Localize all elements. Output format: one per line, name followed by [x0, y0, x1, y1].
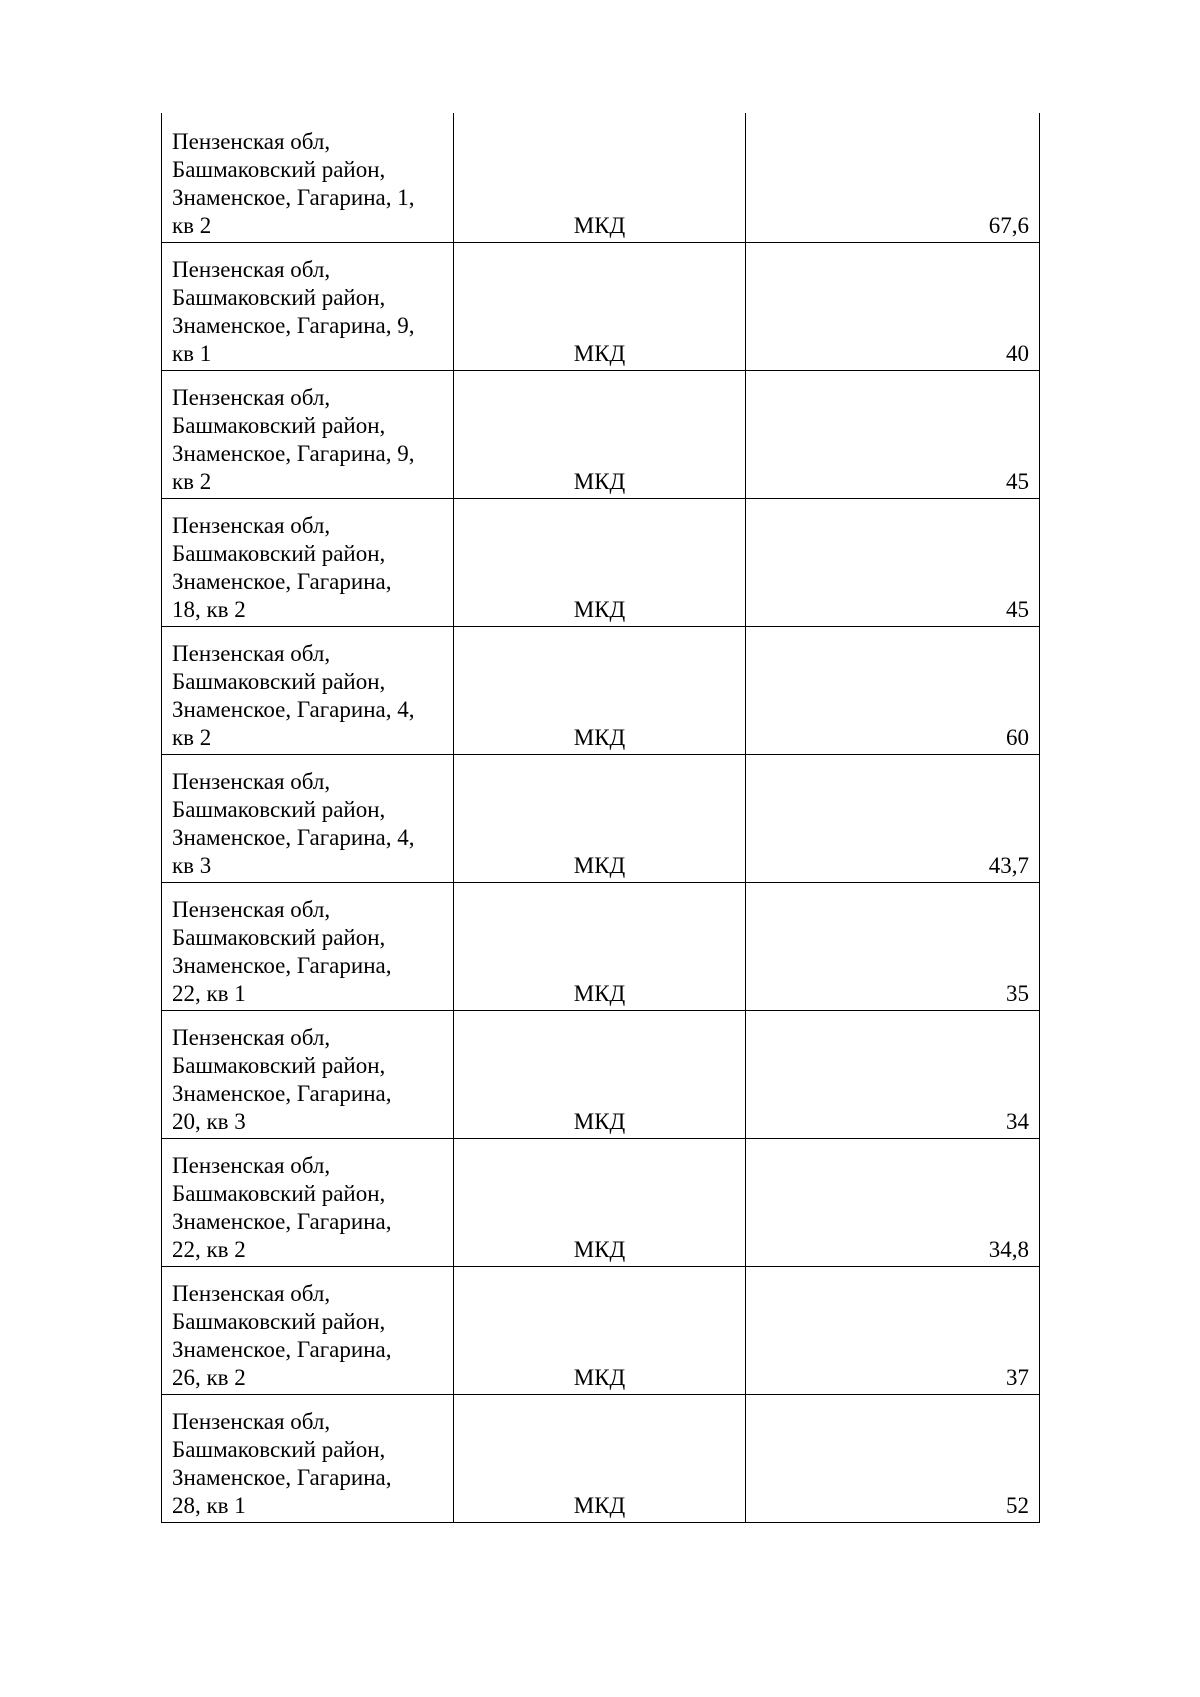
address-line: кв 3	[172, 852, 212, 878]
address-cell	[162, 498, 454, 626]
table-row	[162, 498, 1040, 626]
address-line: Башмаковский район,	[172, 1308, 386, 1334]
address-line: 28, кв 1	[172, 1492, 246, 1518]
area-cell: 43,7	[746, 754, 1040, 882]
address-cell	[162, 242, 454, 370]
address-line: кв 2	[172, 724, 212, 750]
address-line: Знаменское, Гагарина,	[172, 568, 392, 594]
property-table	[161, 113, 1040, 1523]
address-cell	[162, 1266, 454, 1394]
address-line: Знаменское, Гагарина, 4,	[172, 696, 415, 722]
address-cell	[162, 370, 454, 498]
address-line: Башмаковский район,	[172, 1052, 386, 1078]
table-row	[162, 1138, 1040, 1266]
address-line: Знаменское, Гагарина, 9,	[172, 440, 415, 466]
address-cell	[162, 1394, 454, 1522]
address-cell	[162, 1010, 454, 1138]
address-cell	[162, 754, 454, 882]
building-type-cell: МКД	[454, 754, 746, 882]
address-line: Башмаковский район,	[172, 668, 386, 694]
address-line: Пензенская обл,	[172, 512, 331, 538]
address-line: кв 2	[172, 212, 212, 238]
area-cell: 52	[746, 1394, 1040, 1522]
area-cell: 35	[746, 882, 1040, 1010]
area-cell: 45	[746, 370, 1040, 498]
building-type-cell: МКД	[454, 882, 746, 1010]
address-line: Пензенская обл,	[172, 768, 331, 794]
address-cell	[162, 626, 454, 754]
table-row	[162, 626, 1040, 754]
table-row	[162, 1266, 1040, 1394]
building-type-cell: МКД	[454, 242, 746, 370]
building-type-cell: МКД	[454, 626, 746, 754]
address-line: Пензенская обл,	[172, 896, 331, 922]
area-cell: 34,8	[746, 1138, 1040, 1266]
table-row	[162, 1010, 1040, 1138]
area-cell: 60	[746, 626, 1040, 754]
address-line: Башмаковский район,	[172, 924, 386, 950]
address-line: 26, кв 2	[172, 1364, 246, 1390]
address-line: Башмаковский район,	[172, 156, 386, 182]
address-line: кв 1	[172, 340, 212, 366]
address-line: Башмаковский район,	[172, 1436, 386, 1462]
address-line: 22, кв 2	[172, 1236, 246, 1262]
address-line: Пензенская обл,	[172, 1408, 331, 1434]
address-line: Пензенская обл,	[172, 384, 331, 410]
address-line: Знаменское, Гагарина, 9,	[172, 312, 415, 338]
address-line: Башмаковский район,	[172, 796, 386, 822]
building-type-cell: МКД	[454, 370, 746, 498]
table-row	[162, 1394, 1040, 1522]
address-line: Башмаковский район,	[172, 1180, 386, 1206]
table-row	[162, 754, 1040, 882]
address-line: Пензенская обл,	[172, 1024, 331, 1050]
area-cell: 40	[746, 242, 1040, 370]
address-line: Башмаковский район,	[172, 284, 386, 310]
building-type-cell: МКД	[454, 498, 746, 626]
area-cell: 67,6	[746, 113, 1040, 242]
address-line: Знаменское, Гагарина, 1,	[172, 184, 415, 210]
table-row	[162, 882, 1040, 1010]
area-cell: 37	[746, 1266, 1040, 1394]
address-line: Знаменское, Гагарина,	[172, 1080, 392, 1106]
address-cell	[162, 882, 454, 1010]
address-line: Пензенская обл,	[172, 256, 331, 282]
address-line: Пензенская обл,	[172, 128, 331, 154]
building-type-cell: МКД	[454, 1138, 746, 1266]
address-line: 18, кв 2	[172, 596, 246, 622]
address-line: 22, кв 1	[172, 980, 246, 1006]
table-row	[162, 370, 1040, 498]
building-type-cell: МКД	[454, 1394, 746, 1522]
building-type-cell: МКД	[454, 1010, 746, 1138]
building-type-cell: МКД	[454, 1266, 746, 1394]
address-line: Знаменское, Гагарина,	[172, 1336, 392, 1362]
area-cell: 45	[746, 498, 1040, 626]
table-body	[162, 113, 1040, 1522]
address-line: кв 2	[172, 468, 212, 494]
table-row	[162, 113, 1040, 242]
area-cell: 34	[746, 1010, 1040, 1138]
address-line: Пензенская обл,	[172, 1152, 331, 1178]
address-line: Пензенская обл,	[172, 640, 331, 666]
address-line: Знаменское, Гагарина,	[172, 1208, 392, 1234]
address-line: Башмаковский район,	[172, 412, 386, 438]
address-line: Башмаковский район,	[172, 540, 386, 566]
address-line: 20, кв 3	[172, 1108, 246, 1134]
building-type-cell: МКД	[454, 113, 746, 242]
address-cell	[162, 1138, 454, 1266]
table-row	[162, 242, 1040, 370]
address-line: Пензенская обл,	[172, 1280, 331, 1306]
address-line: Знаменское, Гагарина,	[172, 952, 392, 978]
address-cell	[162, 113, 454, 242]
address-line: Знаменское, Гагарина,	[172, 1464, 392, 1490]
address-line: Знаменское, Гагарина, 4,	[172, 824, 415, 850]
